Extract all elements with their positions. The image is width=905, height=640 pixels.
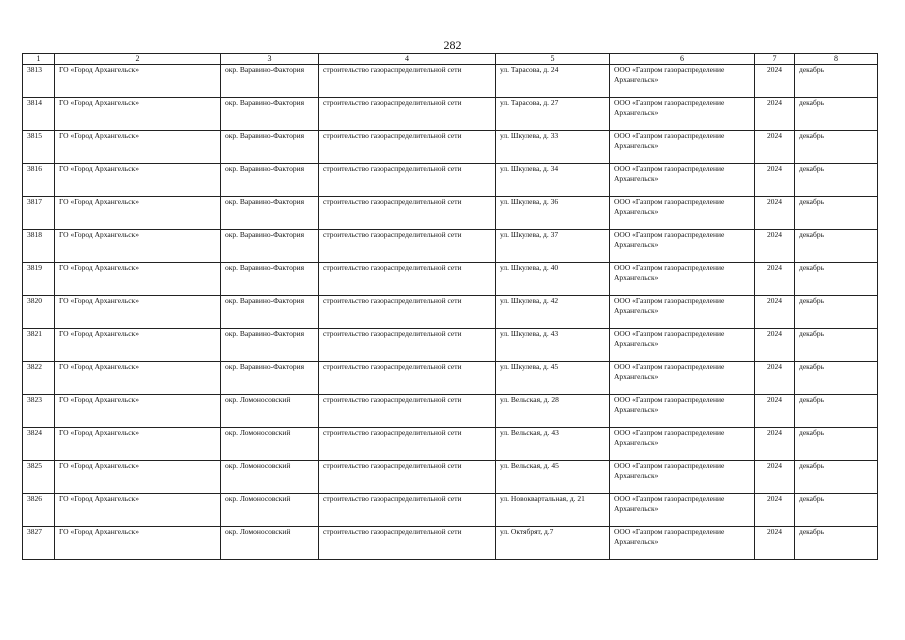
municipality-cell: ГО «Город Архангельск» <box>55 362 221 395</box>
row-number-cell: 3826 <box>23 494 55 527</box>
table-row <box>23 296 878 329</box>
district-cell: окр. Варавино-Фактория <box>221 230 319 263</box>
operator-cell: ООО «Газпром газораспределение Архангельск» <box>610 527 755 560</box>
month-cell: декабрь <box>795 296 878 329</box>
month-cell: декабрь <box>795 197 878 230</box>
row-number-cell: 3818 <box>23 230 55 263</box>
month-cell: декабрь <box>795 395 878 428</box>
month-cell: декабрь <box>795 164 878 197</box>
municipality-cell: ГО «Город Архангельск» <box>55 461 221 494</box>
district-cell: окр. Ломоносовский <box>221 395 319 428</box>
district-cell: окр. Варавино-Фактория <box>221 131 319 164</box>
municipality-cell: ГО «Город Архангельск» <box>55 263 221 296</box>
year-cell: 2024 <box>755 395 795 428</box>
table-row <box>23 131 878 164</box>
month-cell: декабрь <box>795 131 878 164</box>
work-type-cell: строительство газораспределительной сети <box>319 263 496 296</box>
work-type-cell: строительство газораспределительной сети <box>319 428 496 461</box>
table-row <box>23 395 878 428</box>
district-cell: окр. Варавино-Фактория <box>221 362 319 395</box>
row-number-cell: 3817 <box>23 197 55 230</box>
operator-cell: ООО «Газпром газораспределение Архангельск» <box>610 461 755 494</box>
address-cell: ул. Шкулева, д. 33 <box>496 131 610 164</box>
table-row <box>23 263 878 296</box>
month-cell: декабрь <box>795 428 878 461</box>
year-cell: 2024 <box>755 197 795 230</box>
municipality-cell: ГО «Город Архангельск» <box>55 494 221 527</box>
address-cell: ул. Вельская, д. 45 <box>496 461 610 494</box>
municipality-cell: ГО «Город Архангельск» <box>55 395 221 428</box>
row-number-cell: 3815 <box>23 131 55 164</box>
month-cell: декабрь <box>795 362 878 395</box>
row-number-cell: 3824 <box>23 428 55 461</box>
row-number-cell: 3816 <box>23 164 55 197</box>
table-row <box>23 527 878 560</box>
operator-cell: ООО «Газпром газораспределение Архангельск» <box>610 494 755 527</box>
municipality-cell: ГО «Город Архангельск» <box>55 98 221 131</box>
year-cell: 2024 <box>755 98 795 131</box>
table-row <box>23 461 878 494</box>
row-number-cell: 3825 <box>23 461 55 494</box>
address-cell: ул. Тарасова, д. 24 <box>496 65 610 98</box>
address-cell: ул. Вельская, д. 28 <box>496 395 610 428</box>
row-number-cell: 3819 <box>23 263 55 296</box>
month-cell: декабрь <box>795 461 878 494</box>
month-cell: декабрь <box>795 98 878 131</box>
address-cell: ул. Шкулева, д. 42 <box>496 296 610 329</box>
operator-cell: ООО «Газпром газораспределение Архангельск» <box>610 65 755 98</box>
operator-cell: ООО «Газпром газораспределение Архангельск» <box>610 98 755 131</box>
year-cell: 2024 <box>755 461 795 494</box>
row-number-cell: 3822 <box>23 362 55 395</box>
table-row <box>23 197 878 230</box>
operator-cell: ООО «Газпром газораспределение Архангельск» <box>610 230 755 263</box>
municipality-cell: ГО «Город Архангельск» <box>55 164 221 197</box>
operator-cell: ООО «Газпром газораспределение Архангельск» <box>610 296 755 329</box>
work-type-cell: строительство газораспределительной сети <box>319 461 496 494</box>
operator-cell: ООО «Газпром газораспределение Архангельск» <box>610 164 755 197</box>
operator-cell: ООО «Газпром газораспределение Архангельск» <box>610 395 755 428</box>
district-cell: окр. Варавино-Фактория <box>221 164 319 197</box>
operator-cell: ООО «Газпром газораспределение Архангельск» <box>610 428 755 461</box>
column-header: 1 <box>23 54 55 65</box>
table-header <box>23 54 878 65</box>
district-cell: окр. Ломоносовский <box>221 461 319 494</box>
month-cell: декабрь <box>795 263 878 296</box>
work-type-cell: строительство газораспределительной сети <box>319 230 496 263</box>
work-type-cell: строительство газораспределительной сети <box>319 296 496 329</box>
operator-cell: ООО «Газпром газораспределение Архангельск» <box>610 329 755 362</box>
table-row <box>23 164 878 197</box>
column-header: 7 <box>755 54 795 65</box>
work-type-cell: строительство газораспределительной сети <box>319 98 496 131</box>
district-cell: окр. Варавино-Фактория <box>221 65 319 98</box>
year-cell: 2024 <box>755 65 795 98</box>
year-cell: 2024 <box>755 296 795 329</box>
year-cell: 2024 <box>755 263 795 296</box>
column-header: 4 <box>319 54 496 65</box>
table-row <box>23 230 878 263</box>
row-number-cell: 3820 <box>23 296 55 329</box>
district-cell: окр. Ломоносовский <box>221 494 319 527</box>
work-type-cell: строительство газораспределительной сети <box>319 527 496 560</box>
work-type-cell: строительство газораспределительной сети <box>319 164 496 197</box>
work-type-cell: строительство газораспределительной сети <box>319 65 496 98</box>
work-type-cell: строительство газораспределительной сети <box>319 395 496 428</box>
year-cell: 2024 <box>755 329 795 362</box>
table-body <box>23 65 878 560</box>
address-cell: ул. Шкулева, д. 36 <box>496 197 610 230</box>
municipality-cell: ГО «Город Архангельск» <box>55 428 221 461</box>
operator-cell: ООО «Газпром газораспределение Архангельск» <box>610 131 755 164</box>
column-header: 6 <box>610 54 755 65</box>
year-cell: 2024 <box>755 494 795 527</box>
work-type-cell: строительство газораспределительной сети <box>319 131 496 164</box>
district-cell: окр. Варавино-Фактория <box>221 197 319 230</box>
column-header: 8 <box>795 54 878 65</box>
year-cell: 2024 <box>755 230 795 263</box>
operator-cell: ООО «Газпром газораспределение Архангельск» <box>610 263 755 296</box>
work-type-cell: строительство газораспределительной сети <box>319 362 496 395</box>
address-cell: ул. Тарасова, д. 27 <box>496 98 610 131</box>
year-cell: 2024 <box>755 164 795 197</box>
address-cell: ул. Шкулева, д. 40 <box>496 263 610 296</box>
table-row <box>23 362 878 395</box>
year-cell: 2024 <box>755 131 795 164</box>
month-cell: декабрь <box>795 65 878 98</box>
year-cell: 2024 <box>755 428 795 461</box>
month-cell: декабрь <box>795 494 878 527</box>
table-row <box>23 494 878 527</box>
district-cell: окр. Ломоносовский <box>221 428 319 461</box>
district-cell: окр. Варавино-Фактория <box>221 329 319 362</box>
month-cell: декабрь <box>795 329 878 362</box>
row-number-cell: 3827 <box>23 527 55 560</box>
district-cell: окр. Варавино-Фактория <box>221 296 319 329</box>
operator-cell: ООО «Газпром газораспределение Архангельск» <box>610 362 755 395</box>
page-number: 282 <box>443 38 462 52</box>
year-cell: 2024 <box>755 527 795 560</box>
gas-network-registry-table <box>22 53 878 560</box>
address-cell: ул. Вельская, д. 43 <box>496 428 610 461</box>
address-cell: ул. Шкулева, д. 34 <box>496 164 610 197</box>
table-row <box>23 65 878 98</box>
operator-cell: ООО «Газпром газораспределение Архангельск» <box>610 197 755 230</box>
table-row <box>23 329 878 362</box>
address-cell: ул. Шкулева, д. 37 <box>496 230 610 263</box>
district-cell: окр. Ломоносовский <box>221 527 319 560</box>
municipality-cell: ГО «Город Архангельск» <box>55 329 221 362</box>
row-number-cell: 3813 <box>23 65 55 98</box>
address-cell: ул. Октябрят, д.7 <box>496 527 610 560</box>
column-header: 5 <box>496 54 610 65</box>
municipality-cell: ГО «Город Архангельск» <box>55 197 221 230</box>
column-header: 2 <box>55 54 221 65</box>
work-type-cell: строительство газораспределительной сети <box>319 494 496 527</box>
table-row <box>23 98 878 131</box>
municipality-cell: ГО «Город Архангельск» <box>55 527 221 560</box>
work-type-cell: строительство газораспределительной сети <box>319 197 496 230</box>
municipality-cell: ГО «Город Архангельск» <box>55 230 221 263</box>
district-cell: окр. Варавино-Фактория <box>221 263 319 296</box>
row-number-cell: 3814 <box>23 98 55 131</box>
work-type-cell: строительство газораспределительной сети <box>319 329 496 362</box>
month-cell: декабрь <box>795 230 878 263</box>
municipality-cell: ГО «Город Архангельск» <box>55 65 221 98</box>
municipality-cell: ГО «Город Архангельск» <box>55 296 221 329</box>
address-cell: ул. Шкулева, д. 45 <box>496 362 610 395</box>
table-row <box>23 428 878 461</box>
column-header: 3 <box>221 54 319 65</box>
row-number-cell: 3821 <box>23 329 55 362</box>
address-cell: ул. Новоквартальная, д. 21 <box>496 494 610 527</box>
row-number-cell: 3823 <box>23 395 55 428</box>
district-cell: окр. Варавино-Фактория <box>221 98 319 131</box>
year-cell: 2024 <box>755 362 795 395</box>
municipality-cell: ГО «Город Архангельск» <box>55 131 221 164</box>
address-cell: ул. Шкулева, д. 43 <box>496 329 610 362</box>
month-cell: декабрь <box>795 527 878 560</box>
